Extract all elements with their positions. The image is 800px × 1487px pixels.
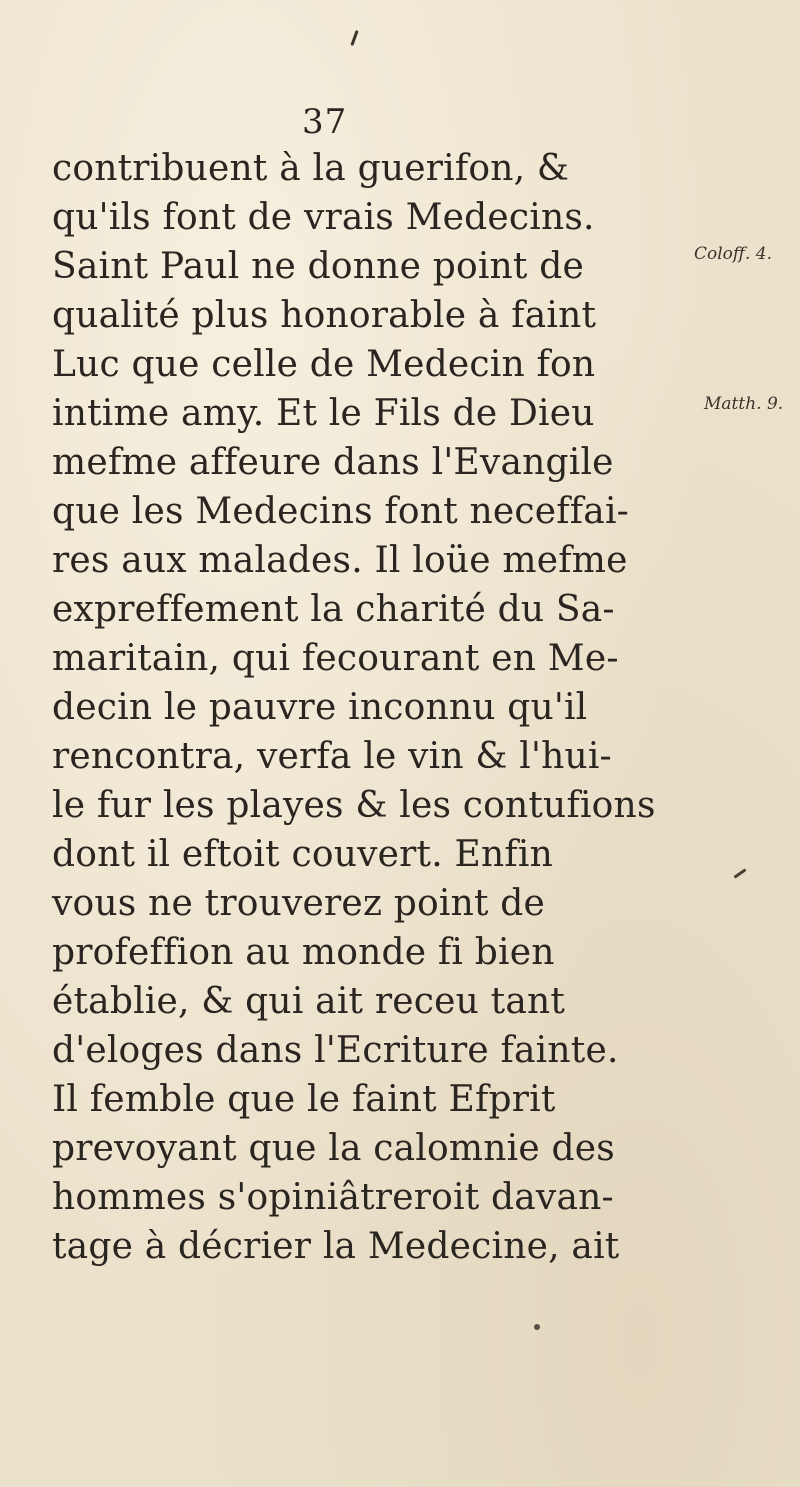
text-line: dont il eftoit couvert. Enfin <box>52 834 553 875</box>
ink-mark <box>350 30 358 46</box>
text-line: d'eloges dans l'Ecriture fainte. <box>52 1030 619 1071</box>
text-line: Luc que celle de Medecin fon <box>52 344 596 385</box>
text-line: prevoyant que la calomnie des <box>52 1128 615 1169</box>
text-line: tage à décrier la Medecine, ait <box>52 1226 620 1267</box>
text-line: Il femble que le faint Efprit <box>52 1079 556 1120</box>
text-line: profeffion au monde fi bien <box>52 932 555 973</box>
text-line: rencontra, verfa le vin & l'hui- <box>52 736 612 777</box>
text-line: vous ne trouverez point de <box>52 883 546 924</box>
margin-note-matthew: Matth. 9. <box>704 394 784 414</box>
text-line: Saint Paul ne donne point de <box>52 246 584 287</box>
text-line: mefme affeure dans l'Evangile <box>52 442 614 483</box>
text-line: qu'ils font de vrais Medecins. <box>52 197 595 238</box>
margin-note-colossians: Coloff. 4. <box>694 244 772 264</box>
text-line: contribuent à la guerifon, & <box>52 148 570 189</box>
text-line: établie, & qui ait receu tant <box>52 981 566 1022</box>
text-line: intime amy. Et le Fils de Dieu <box>52 393 595 434</box>
text-line: le fur les playes & les contufions <box>52 785 656 826</box>
text-line: expreffement la charité du Sa- <box>52 589 615 630</box>
body-text <box>52 144 656 1271</box>
ink-mark <box>733 868 746 878</box>
text-line: que les Medecins font neceffai- <box>52 491 630 532</box>
text-line: decin le pauvre inconnu qu'il <box>52 687 588 728</box>
page-number: 37 <box>302 102 348 142</box>
text-line: maritain, qui fecourant en Me- <box>52 638 619 679</box>
ink-dot <box>534 1324 540 1330</box>
text-line: res aux malades. Il loüe mefme <box>52 540 628 581</box>
text-line: qualité plus honorable à faint <box>52 295 597 336</box>
text-line: hommes s'opiniâtreroit davan- <box>52 1177 614 1218</box>
